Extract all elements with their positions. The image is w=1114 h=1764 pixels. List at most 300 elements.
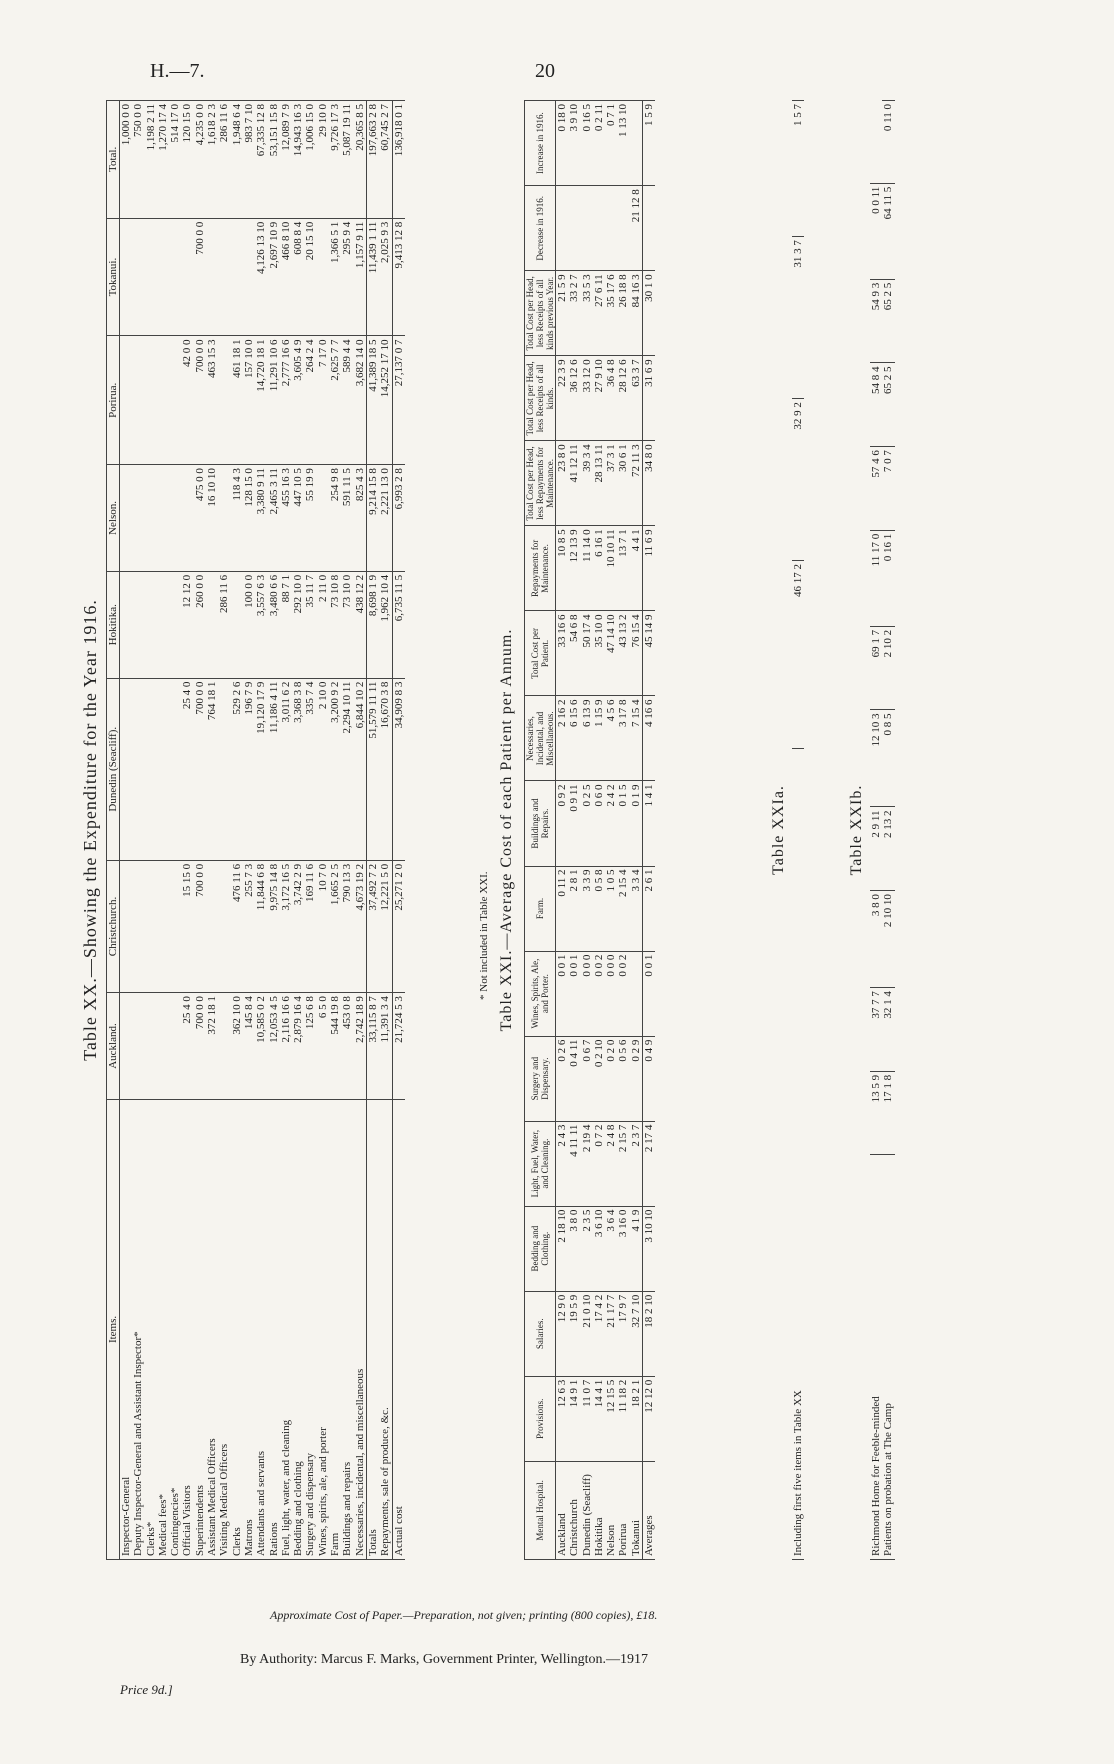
table-cell: 0 0 1 (556, 951, 569, 1036)
table-cell: 65 2 5 (882, 363, 894, 447)
table-cell (169, 993, 181, 1100)
table-cell: 295 9 4 (341, 218, 353, 336)
table-cell (169, 571, 181, 678)
column-header: Dunedin (Seacliff). (107, 678, 120, 860)
table-cell: 438 12 2 (354, 571, 367, 678)
table-cell: 2 15 4 (617, 866, 629, 951)
table-cell (132, 860, 144, 992)
row-label: Actual cost (392, 1099, 405, 1559)
column-header: Total Cost per Patient. (525, 611, 556, 696)
table-cell: 1 15 9 (593, 696, 605, 781)
table-cell: 1,198 2 11 (145, 101, 157, 219)
table-cell: 700 0 0 (194, 336, 206, 465)
table-cell: 196 7 9 (243, 678, 255, 860)
table-cell: 51,579 11 11 (366, 678, 379, 860)
table-cell (145, 860, 157, 992)
table-cell: 1,665 2 5 (329, 860, 341, 992)
table-row (341, 101, 353, 1560)
table-cell (145, 465, 157, 572)
table-cell: 7 15 4 (630, 696, 643, 781)
table-cell: 29 10 0 (317, 101, 329, 219)
row-label: Clerks* (145, 1099, 157, 1559)
table-xxi (524, 100, 655, 1560)
table-cell: 2 10 0 (317, 678, 329, 860)
table-cell: 0 2 6 (556, 1036, 569, 1121)
row-label: Buildings and repairs (341, 1099, 353, 1559)
table-cell: 21 0 10 (581, 1291, 593, 1376)
table-row (329, 101, 341, 1560)
table-cell: 700 0 0 (194, 218, 206, 336)
table-cell (169, 678, 181, 860)
table-cell: 3 17 8 (617, 696, 629, 781)
column-header: Provisions. (525, 1376, 556, 1461)
row-label: Wines, spirits, ale, and porter (317, 1099, 329, 1559)
table-row (243, 101, 255, 1560)
table-cell: 32 1 4 (882, 988, 894, 1072)
row-label: Necessaries, incidental, and miscellaneous (354, 1099, 367, 1559)
table-cell: 64 11 5 (882, 183, 894, 279)
table-cell: 1,366 5 1 (329, 218, 341, 336)
table-cell: 39 3 4 (581, 441, 593, 526)
table-cell (630, 101, 643, 186)
table-cell: 73 10 0 (341, 571, 353, 678)
table-cell (120, 571, 133, 678)
table-cell: 3,682 14 0 (354, 336, 367, 465)
table-cell: 2,116 16 6 (280, 993, 292, 1100)
table-cell: 27 6 11 (593, 271, 605, 356)
row-label: Surgery and dispensary (304, 1099, 316, 1559)
column-header: Auckland. (107, 993, 120, 1100)
row-label: Hokitika (593, 1461, 605, 1559)
table-cell (218, 860, 230, 992)
paper-cost-note: Approximate Cost of Paper.—Preparation, not given; printing (800 copies), £18. (270, 1608, 658, 1622)
table-cell: 41,389 18 5 (366, 336, 379, 465)
table-cell (231, 571, 243, 678)
table-cell: 4 1 9 (630, 1206, 643, 1291)
table-row (630, 101, 643, 1560)
table-cell (169, 860, 181, 992)
table-cell: 3,742 2 9 (292, 860, 304, 992)
table-cell: 12 10 3 (870, 710, 882, 807)
table-cell: 2,625 7 7 (329, 336, 341, 465)
table-cell: 286 11 6 (218, 101, 230, 219)
row-label: Rations (268, 1099, 280, 1559)
table-cell: 2,221 13 0 (379, 465, 392, 572)
table-cell: 36 4 8 (605, 356, 617, 441)
table-cell: 16,670 3 8 (379, 678, 392, 860)
table-cell: 33 16 6 (556, 611, 569, 696)
row-label: Christchurch (568, 1461, 580, 1559)
table-cell: 6 13 9 (581, 696, 593, 781)
table-cell: 0 11 2 (556, 866, 569, 951)
table-cell: 9,214 15 8 (366, 465, 379, 572)
table-row (792, 101, 804, 1560)
table-cell: 0 2 9 (630, 1036, 643, 1121)
table-cell: 19,120 17 9 (255, 678, 267, 860)
table-cell: 4 4 1 (630, 526, 643, 611)
table-row (218, 101, 230, 1560)
table-cell: 25,271 2 0 (392, 860, 405, 992)
table-cell (120, 336, 133, 465)
table-cell: 84 16 3 (630, 271, 643, 356)
table-cell: 983 7 10 (243, 101, 255, 219)
table-cell: 13 7 1 (617, 526, 629, 611)
column-header: Porirua. (107, 336, 120, 465)
table-cell: 0 2 0 (605, 1036, 617, 1121)
table-cell (132, 336, 144, 465)
table-cell (181, 218, 193, 336)
table-cell: 591 11 5 (341, 465, 353, 572)
table-cell: 7 17 0 (317, 336, 329, 465)
table-cell: 6,844 10 2 (354, 678, 367, 860)
table-cell: 3,368 3 8 (292, 678, 304, 860)
table-cell: 197,663 2 8 (366, 101, 379, 219)
row-label: Contingencies* (169, 1099, 181, 1559)
table-cell: 2 19 4 (581, 1121, 593, 1206)
table-cell: 76 15 4 (630, 611, 643, 696)
table-cell (206, 860, 218, 992)
table-row (181, 101, 193, 1560)
row-label: Matrons (243, 1099, 255, 1559)
table-cell: 145 8 4 (243, 993, 255, 1100)
table-cell: 31 6 9 (643, 356, 656, 441)
table-cell (243, 218, 255, 336)
table-row (354, 101, 367, 1560)
page-ref: H.—7. (150, 60, 205, 82)
table-cell: 3 10 10 (643, 1206, 656, 1291)
table-cell: 2,879 16 4 (292, 993, 304, 1100)
table-cell: 10 7 0 (317, 860, 329, 992)
table-cell: 0 0 2 (617, 951, 629, 1036)
table-cell: 0 1 9 (630, 781, 643, 866)
table-cell: 28 13 11 (593, 441, 605, 526)
table-cell (120, 465, 133, 572)
table-cell: 13 5 9 (870, 1071, 882, 1155)
table-cell: 42 0 0 (181, 336, 193, 465)
table-cell: 11,186 4 11 (268, 678, 280, 860)
table-cell: 608 8 4 (292, 218, 304, 336)
table-xxib (870, 100, 895, 1560)
table-cell: 3,200 9 2 (329, 678, 341, 860)
table-cell (132, 993, 144, 1100)
repayments-row (379, 101, 392, 1560)
table-cell: 14,252 17 10 (379, 336, 392, 465)
table-cell: 4 5 6 (605, 696, 617, 781)
table-cell: 0 5 6 (617, 1036, 629, 1121)
column-header: Nelson. (107, 465, 120, 572)
table-cell: 463 15 3 (206, 336, 218, 465)
table-cell: 700 0 0 (194, 860, 206, 992)
table-cell: 17 9 7 (617, 1291, 629, 1376)
table-cell: 26 18 8 (617, 271, 629, 356)
table-cell: 10,585 0 2 (255, 993, 267, 1100)
table-row (280, 101, 292, 1560)
table-row (292, 101, 304, 1560)
table-cell: 3 6 10 (593, 1206, 605, 1291)
table-cell: 25 4 0 (181, 678, 193, 860)
column-header: Light, Fuel, Water, and Cleaning. (525, 1121, 556, 1206)
table-cell: 2 13 2 (882, 807, 894, 891)
table-cell (181, 465, 193, 572)
page-number: 20 (535, 60, 555, 82)
row-label: Averages (643, 1461, 656, 1559)
table-cell: 54 9 3 (870, 279, 882, 363)
row-label: Deputy Inspector-General and Assistant Inspector* (132, 1099, 144, 1559)
table-cell (169, 465, 181, 572)
table-row (255, 101, 267, 1560)
table-cell: 1,000 0 0 (120, 101, 133, 219)
table-cell: 33 5 3 (581, 271, 593, 356)
table-cell: 34 8 0 (643, 441, 656, 526)
table-row (206, 101, 218, 1560)
table-cell: 73 10 8 (329, 571, 341, 678)
table-cell: 12 15 5 (605, 1376, 617, 1461)
table-cell: 11,439 1 11 (366, 218, 379, 336)
table-cell: 286 11 6 (218, 571, 230, 678)
actual-cost-row (392, 101, 405, 1560)
table-cell: 0 6 7 (581, 1036, 593, 1121)
table-cell: 455 16 3 (280, 465, 292, 572)
table-xx-title: Table XX.—Showing the Expenditure for the Year 1916. (80, 599, 100, 1061)
table-cell: 54 6 8 (568, 611, 580, 696)
table-cell: 475 0 0 (194, 465, 206, 572)
table-cell: 2 15 7 (617, 1121, 629, 1206)
table-cell: 3,480 6 6 (268, 571, 280, 678)
table-cell: 0 2 10 (593, 1036, 605, 1121)
table-cell: 6 15 6 (568, 696, 580, 781)
table-row (304, 101, 316, 1560)
table-cell (568, 186, 580, 271)
table-cell (145, 993, 157, 1100)
table-cell (157, 993, 169, 1100)
table-cell: 2 4 2 (605, 781, 617, 866)
table-cell: 9,975 14 8 (268, 860, 280, 992)
row-label: Auckland (556, 1461, 569, 1559)
table-row (593, 101, 605, 1560)
table-cell (605, 186, 617, 271)
table-cell: 11 6 9 (643, 526, 656, 611)
table-cell: 12,053 4 5 (268, 993, 280, 1100)
table-cell: 2 11 0 (317, 571, 329, 678)
row-label: Attendants and servants (255, 1099, 267, 1559)
table-cell (643, 186, 656, 271)
table-cell: 2 4 8 (605, 1121, 617, 1206)
table-cell (120, 678, 133, 860)
table-cell: 169 11 6 (304, 860, 316, 992)
table-cell: 5,087 19 11 (341, 101, 353, 219)
table-cell: 764 18 1 (206, 678, 218, 860)
table-cell: 2 3 7 (630, 1121, 643, 1206)
table-cell: 67,335 12 8 (255, 101, 267, 219)
table-cell: 65 2 5 (882, 279, 894, 363)
table-row (605, 101, 617, 1560)
table-cell: 0 2 5 (581, 781, 593, 866)
table-cell: 700 0 0 (194, 678, 206, 860)
table-cell: 529 2 6 (231, 678, 243, 860)
table-cell: 54 8 4 (870, 363, 882, 447)
table-cell: 18 2 10 (643, 1291, 656, 1376)
table-cell: 0 7 1 (605, 101, 617, 186)
table-cell: 12,221 5 0 (379, 860, 392, 992)
table-cell: 4 11 11 (568, 1121, 580, 1206)
table-row (268, 101, 280, 1560)
table-cell: 2 6 1 (643, 866, 656, 951)
printer-line: By Authority: Marcus F. Marks, Government Printer, Wellington.—1917 (240, 1652, 648, 1667)
table-cell (120, 993, 133, 1100)
column-header: Decrease in 1916. (525, 186, 556, 271)
table-cell (132, 571, 144, 678)
table-cell: 2 18 10 (556, 1206, 569, 1291)
column-header: Repayments for Maintenance. (525, 526, 556, 611)
table-cell: 4,673 19 2 (354, 860, 367, 992)
table-cell: 27 9 10 (593, 356, 605, 441)
table-cell: 72 11 3 (630, 441, 643, 526)
table-cell: 461 18 1 (231, 336, 243, 465)
table-row (568, 101, 580, 1560)
table-cell (617, 186, 629, 271)
table-cell: 476 11 6 (231, 860, 243, 992)
table-cell: 0 16 1 (882, 530, 894, 626)
table-cell: 3 3 9 (581, 866, 593, 951)
table-cell: 136,918 0 1 (392, 101, 405, 219)
table-cell: 0 6 0 (593, 781, 605, 866)
table-row (194, 101, 206, 1560)
table-cell (218, 678, 230, 860)
column-header: Mental Hospital. (525, 1461, 556, 1559)
table-cell (206, 218, 218, 336)
table-cell: 2,777 16 6 (280, 336, 292, 465)
table-cell: 1,962 10 4 (379, 571, 392, 678)
table-cell: 8,698 1 9 (366, 571, 379, 678)
table-row (120, 101, 133, 1560)
table-cell: 11,844 6 8 (255, 860, 267, 992)
table-cell (317, 218, 329, 336)
table-cell (145, 571, 157, 678)
table-xx (106, 100, 405, 1560)
averages-row (643, 101, 656, 1560)
table-cell: 4 16 6 (643, 696, 656, 781)
table-cell: 2 8 1 (568, 866, 580, 951)
table-cell: 12 12 0 (643, 1376, 656, 1461)
table-row (231, 101, 243, 1560)
table-xxia (792, 100, 804, 1560)
table-cell: 53,151 15 8 (268, 101, 280, 219)
table-cell: 0 5 8 (593, 866, 605, 951)
table-cell: 2,294 10 11 (341, 678, 353, 860)
table-cell: 0 9 2 (556, 781, 569, 866)
table-cell: 4,126 13 10 (255, 218, 267, 336)
row-label: Superintendents (194, 1099, 206, 1559)
table-cell: 254 9 8 (329, 465, 341, 572)
table-cell (157, 336, 169, 465)
table-cell (206, 571, 218, 678)
column-header: Bedding and Clothing. (525, 1206, 556, 1291)
table-cell: 9,413 12 8 (392, 218, 405, 336)
table-row (317, 101, 329, 1560)
row-label: Fuel, light, water, and cleaning (280, 1099, 292, 1559)
row-label: Visiting Medical Officers (218, 1099, 230, 1559)
table-row (132, 101, 144, 1560)
table-cell: 23 8 0 (556, 441, 569, 526)
table-cell: 43 13 2 (617, 611, 629, 696)
row-label: Inspector-General (120, 1099, 133, 1559)
table-cell: 0 4 11 (568, 1036, 580, 1121)
column-header: Salaries. (525, 1291, 556, 1376)
table-cell (169, 336, 181, 465)
column-header: Wines, Spirits, Ale, and Porter. (525, 951, 556, 1036)
table-cell: 2,697 10 9 (268, 218, 280, 336)
table-cell: 1,270 17 4 (157, 101, 169, 219)
table-cell: 21 17 7 (605, 1291, 617, 1376)
table-cell: 3 8 0 (568, 1206, 580, 1291)
column-header: Farm. (525, 866, 556, 951)
table-row (581, 101, 593, 1560)
column-header: Increase in 1916. (525, 101, 556, 186)
table-cell: 1 4 1 (643, 781, 656, 866)
table-xxib-title: Table XXIb. (848, 784, 865, 876)
table-cell: 2 17 4 (643, 1121, 656, 1206)
table-cell (145, 336, 157, 465)
table-cell: 1 5 9 (643, 101, 656, 186)
table-xxia-title: Table XXIa. (770, 785, 787, 875)
column-header: Christchurch. (107, 860, 120, 992)
table-cell: 25 4 0 (181, 993, 193, 1100)
table-cell: 0 0 0 (605, 951, 617, 1036)
table-cell: 41 12 11 (568, 441, 580, 526)
table-cell: 128 15 0 (243, 465, 255, 572)
table-cell: 7 0 7 (882, 447, 894, 531)
table-cell: 45 14 9 (643, 611, 656, 696)
table-cell: 825 4 3 (354, 465, 367, 572)
table-cell: 3,011 6 2 (280, 678, 292, 860)
table-cell: 11 14 0 (581, 526, 593, 611)
table-cell: 3,172 16 5 (280, 860, 292, 992)
table-cell (593, 186, 605, 271)
table-cell (218, 336, 230, 465)
table-cell: 0 1 5 (617, 781, 629, 866)
table-xxi-title: Table XXI.—Average Cost of each Patient per Annum. (498, 628, 515, 1032)
table-cell: 589 4 4 (341, 336, 353, 465)
table-cell: 14,943 16 3 (292, 101, 304, 219)
table-cell: 2 10 2 (882, 626, 894, 710)
table-cell: 6 16 1 (593, 526, 605, 611)
table-cell: 14 4 1 (593, 1376, 605, 1461)
table-cell: 37 7 7 (870, 988, 882, 1072)
rotated-tables (80, 100, 1080, 1560)
table-cell: 19 5 9 (568, 1291, 580, 1376)
table-cell: 1 0 5 (605, 866, 617, 951)
table-cell: 292 10 0 (292, 571, 304, 678)
table-cell (120, 218, 133, 336)
table-row (169, 101, 181, 1560)
row-label: Including first five items in Table XX (792, 748, 804, 1559)
table-cell (120, 860, 133, 992)
table-cell: 1,157 9 11 (354, 218, 367, 336)
table-cell: 0 11 0 (882, 101, 894, 184)
table-cell: 1,618 2 3 (206, 101, 218, 219)
table-cell: 63 3 7 (630, 356, 643, 441)
table-cell: 700 0 0 (194, 993, 206, 1100)
row-label: Repayments, sale of produce, &c. (379, 1099, 392, 1559)
table-cell: 21 12 8 (630, 186, 643, 271)
column-header: Items. (107, 1099, 120, 1559)
table-cell: 35 11 7 (304, 571, 316, 678)
table-cell: 0 2 11 (593, 101, 605, 186)
table-cell: 453 0 8 (341, 993, 353, 1100)
table-cell (132, 465, 144, 572)
table-cell: 34,909 8 3 (392, 678, 405, 860)
row-label: Official Visitors (181, 1099, 193, 1559)
